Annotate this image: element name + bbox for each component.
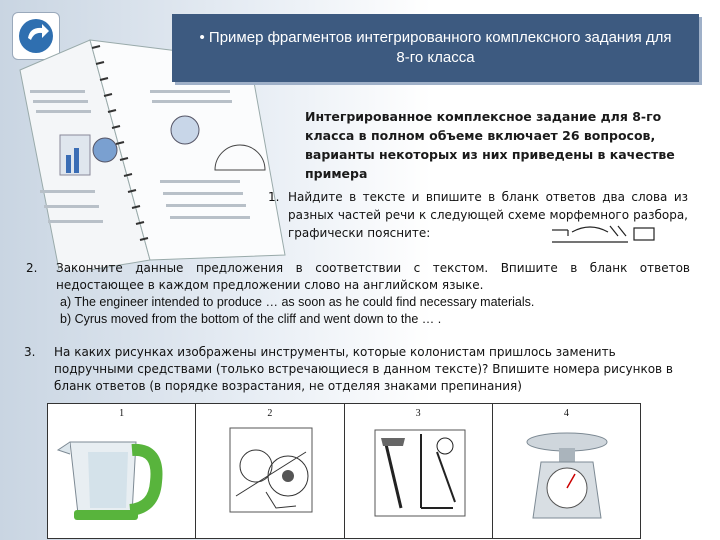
kitchen-scale-icon <box>493 422 641 534</box>
picture-cell-2 <box>196 404 344 538</box>
picture-number: 3 <box>415 408 421 419</box>
question-2-item-b: b) Cyrus moved from the bottom of the cliff and went down to the … . <box>60 312 442 326</box>
mechanism-drawing-icon <box>196 422 344 534</box>
picture-cell-4 <box>493 404 640 538</box>
slide-title: • Пример фрагментов интегрированного комплексного задания для 8-го класса <box>199 29 672 66</box>
picture-number: 2 <box>267 408 273 419</box>
question-text: На каких рисунках изображены инструменты, которые колонистам пришлось заменить подручными средствами (только встречающиеся в данном тексте)? Впишите номера рисунков в бланк ответов (в порядке возрастания, не отделяя знаками препинания) <box>54 345 673 393</box>
intro-text: Интегрированное комплексное задание для 8-го класса в полном объеме включает 26 вопросов, варианты некоторых из них приведены в качестве примера <box>305 109 675 181</box>
question-text: Найдите в тексте и впишите в бланк ответов два слова из разных частей речи к следующей схеме морфемного разбора, графически поясните: <box>288 190 688 240</box>
question-number: 1. <box>268 190 280 204</box>
kettle-icon <box>48 422 196 534</box>
tools-drawing-icon <box>345 422 493 534</box>
picture-number: 4 <box>563 408 569 419</box>
picture-cell-1 <box>48 404 196 538</box>
picture-cell-3 <box>345 404 493 538</box>
question-number: 3. <box>24 345 36 359</box>
question-text: Закончите данные предложения в соответствии с текстом. Впишите в бланк ответов недостающее в каждом предложении слово на английском языке. <box>56 261 690 292</box>
question-number: 2. <box>26 261 38 275</box>
morpheme-scheme-icon <box>548 222 658 244</box>
question-2-item-a: a) The engineer intended to produce … as soon as he could find necessary materials. <box>60 295 535 309</box>
question-3 <box>24 344 684 395</box>
pictures-table <box>47 403 641 539</box>
slide-title-banner <box>172 14 699 82</box>
picture-number: 1 <box>119 408 125 419</box>
question-2 <box>26 260 690 328</box>
